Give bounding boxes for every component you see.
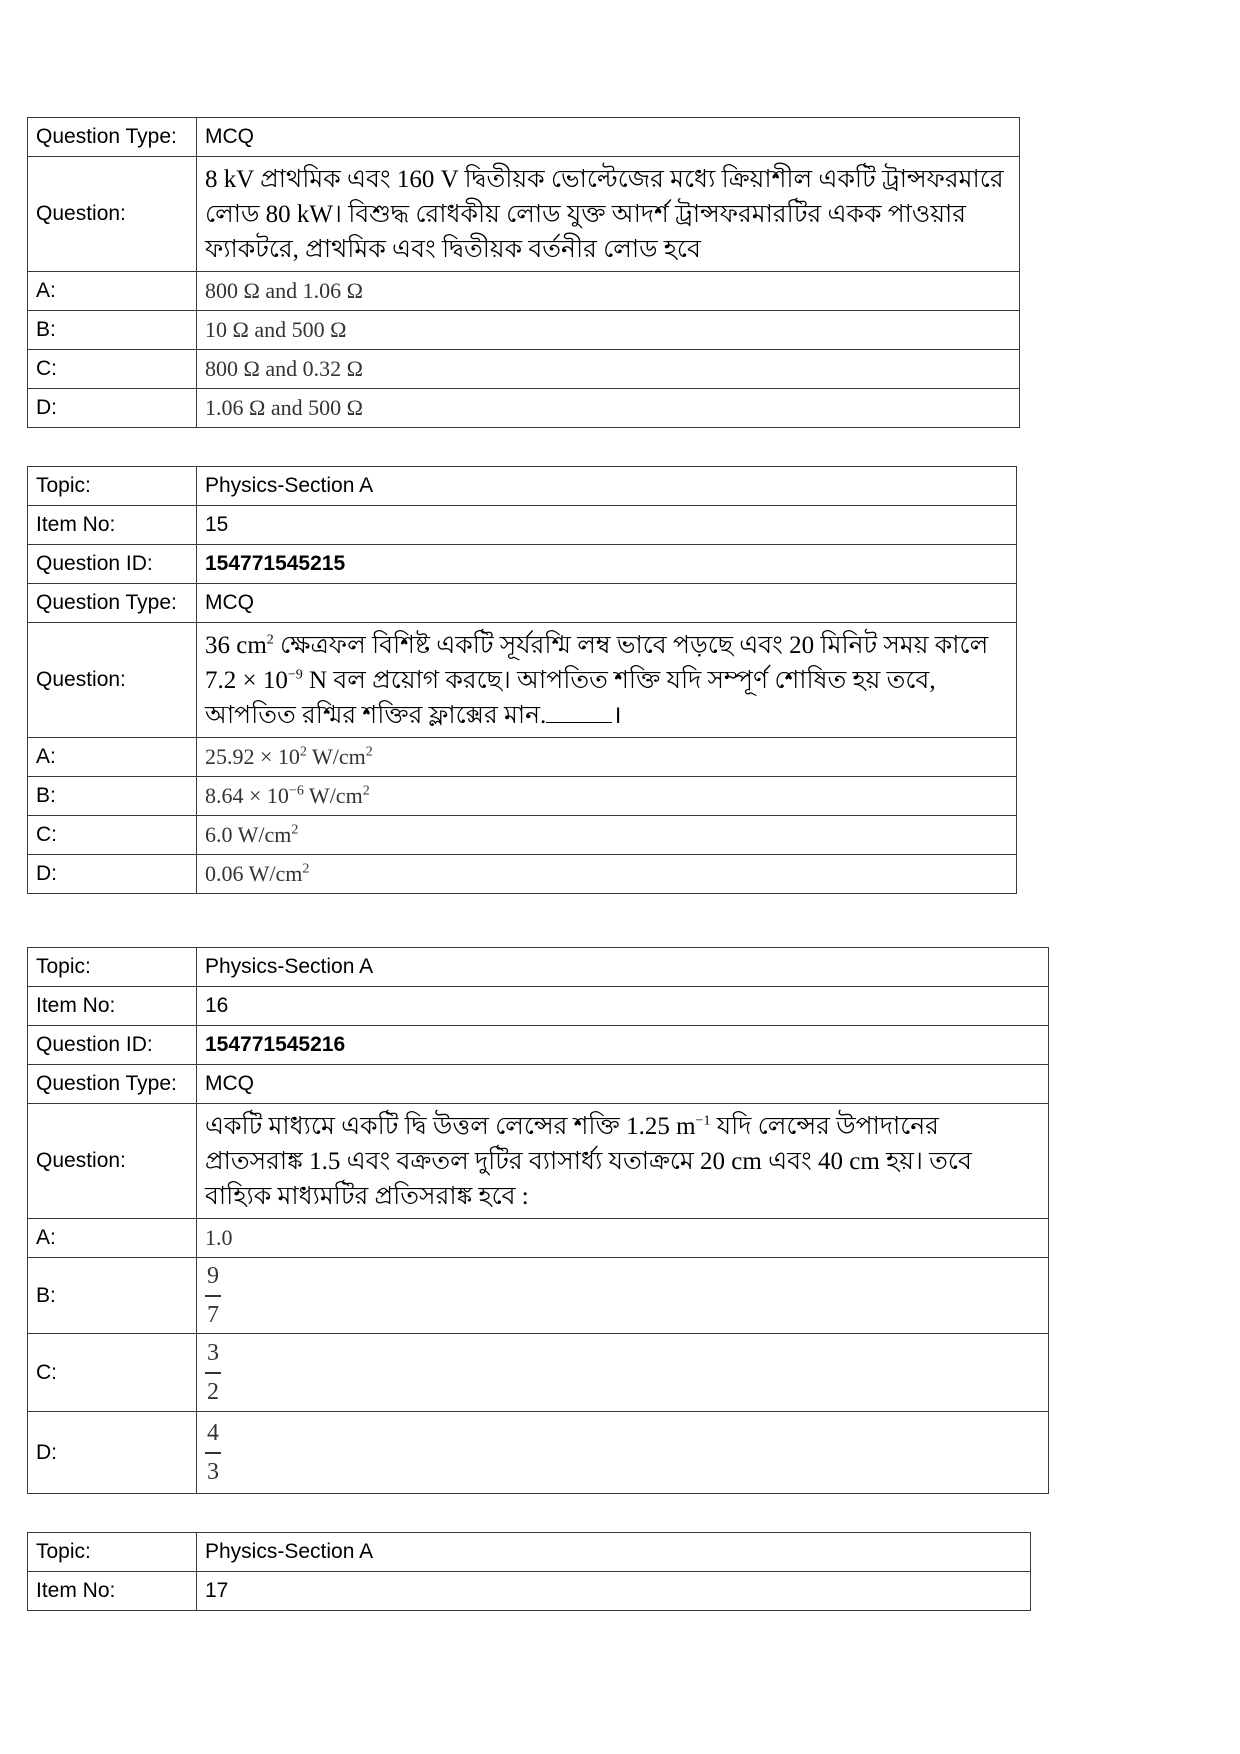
option-b-label: B: xyxy=(28,311,197,350)
topic-label: Topic: xyxy=(28,948,197,987)
question-label: Question: xyxy=(28,1104,197,1219)
topic-value: Physics-Section A xyxy=(197,467,1017,506)
question-id-value: 154771545216 xyxy=(197,1026,1049,1065)
question-table-16 xyxy=(27,947,1049,1494)
question-id-value: 154771545215 xyxy=(197,545,1017,584)
question-table-14 xyxy=(27,117,1020,428)
option-c: 800 Ω and 0.32 Ω xyxy=(197,350,1020,389)
option-c-label: C: xyxy=(28,816,197,855)
question-text: 36 $cm^2$ ক্ষেত্রফল বিশিষ্ট একটি সূর্যরশ্মি লম্ব ভাবে পড়ছে এবং 20 মিনিট সময় কালে $7.2 \times 10^{-9}$ N বল প্রয়োগ করছে। আপতিত শক্তি যদি সম্পূর্ণ শোষিত হয় তবে, আপতিত রশ্মির শক্তির ফ্লাক্সের মান. । xyxy=(197,623,1017,738)
option-d: 0.06 $W/cm^2$ xyxy=(197,855,1017,894)
item-no-label: Item No: xyxy=(28,506,197,545)
option-a-label: A: xyxy=(28,1219,197,1258)
question-type-label: Question Type: xyxy=(28,1065,197,1104)
option-a: $25.92 \times 10^2$ $W/cm^2$ xyxy=(197,738,1017,777)
item-no-label: Item No: xyxy=(28,1572,197,1611)
option-c: 6.0 $W/cm^2$ xyxy=(197,816,1017,855)
fraction: $\frac{4}{3}$ xyxy=(207,1420,219,1485)
option-b xyxy=(197,1258,1049,1334)
option-b-label: B: xyxy=(28,1258,197,1334)
question-text: 8 kV প্রাথমিক এবং 160 V দ্বিতীয়ক ভোল্টেজের মধ্যে ক্রিয়াশীল একটি ট্রান্সফরমারে লোড 80 kW। বিশুদ্ধ রোধকীয় লোড যুক্ত আদর্শ ট্রান্সফরমারটির একক পাওয়ার ফ্যাকটরে, প্রাথমিক এবং দ্বিতীয়ক বর্তনীর লোড হবে xyxy=(197,157,1020,272)
question-table-17 xyxy=(27,1532,1031,1611)
item-no-label: Item No: xyxy=(28,987,197,1026)
option-d-label: D: xyxy=(28,389,197,428)
fraction: $\frac{3}{2}$ xyxy=(207,1340,219,1405)
question-table-15 xyxy=(27,466,1017,894)
option-c-label: C: xyxy=(28,350,197,389)
topic-value: Physics-Section A xyxy=(197,948,1049,987)
question-type-value: MCQ xyxy=(197,118,1020,157)
item-no-value: 16 xyxy=(197,987,1049,1026)
option-c xyxy=(197,1334,1049,1412)
question-label: Question: xyxy=(28,157,197,272)
option-a: 1.0 xyxy=(197,1219,1049,1258)
option-b-label: B: xyxy=(28,777,197,816)
item-no-value: 17 xyxy=(197,1572,1031,1611)
question-type-label: Question Type: xyxy=(28,118,197,157)
option-d-label: D: xyxy=(28,1412,197,1494)
option-a-label: A: xyxy=(28,272,197,311)
topic-value: Physics-Section A xyxy=(197,1533,1031,1572)
option-a-label: A: xyxy=(28,738,197,777)
question-text: একটি মাধ্যমে একটি দ্বি উত্তল লেন্সের শক্তি 1.25 $m^{-1}$ যদি লেন্সের উপাদানের প্রাতসরাঙ্ক 1.5 এবং বক্রতল দুটির ব্যাসার্ধ্য যতাক্রমে 20 cm এবং 40 cm হয়। তবে বাহ্যিক মাধ্যমটির প্রতিসরাঙ্ক হবে : xyxy=(197,1104,1049,1219)
question-type-value: MCQ xyxy=(197,584,1017,623)
topic-label: Topic: xyxy=(28,1533,197,1572)
option-a: 800 Ω and 1.06 Ω xyxy=(197,272,1020,311)
option-d: 1.06 Ω and 500 Ω xyxy=(197,389,1020,428)
option-b: $8.64 \times 10^{-6}$ $W/cm^2$ xyxy=(197,777,1017,816)
fraction: $\frac{9}{7}$ xyxy=(207,1263,219,1328)
option-d-label: D: xyxy=(28,855,197,894)
item-no-value: 15 xyxy=(197,506,1017,545)
question-id-label: Question ID: xyxy=(28,545,197,584)
topic-label: Topic: xyxy=(28,467,197,506)
question-type-label: Question Type: xyxy=(28,584,197,623)
option-d xyxy=(197,1412,1049,1494)
question-type-value: MCQ xyxy=(197,1065,1049,1104)
question-label: Question: xyxy=(28,623,197,738)
question-id-label: Question ID: xyxy=(28,1026,197,1065)
answer-blank xyxy=(546,700,612,723)
option-c-label: C: xyxy=(28,1334,197,1412)
option-b: 10 Ω and 500 Ω xyxy=(197,311,1020,350)
